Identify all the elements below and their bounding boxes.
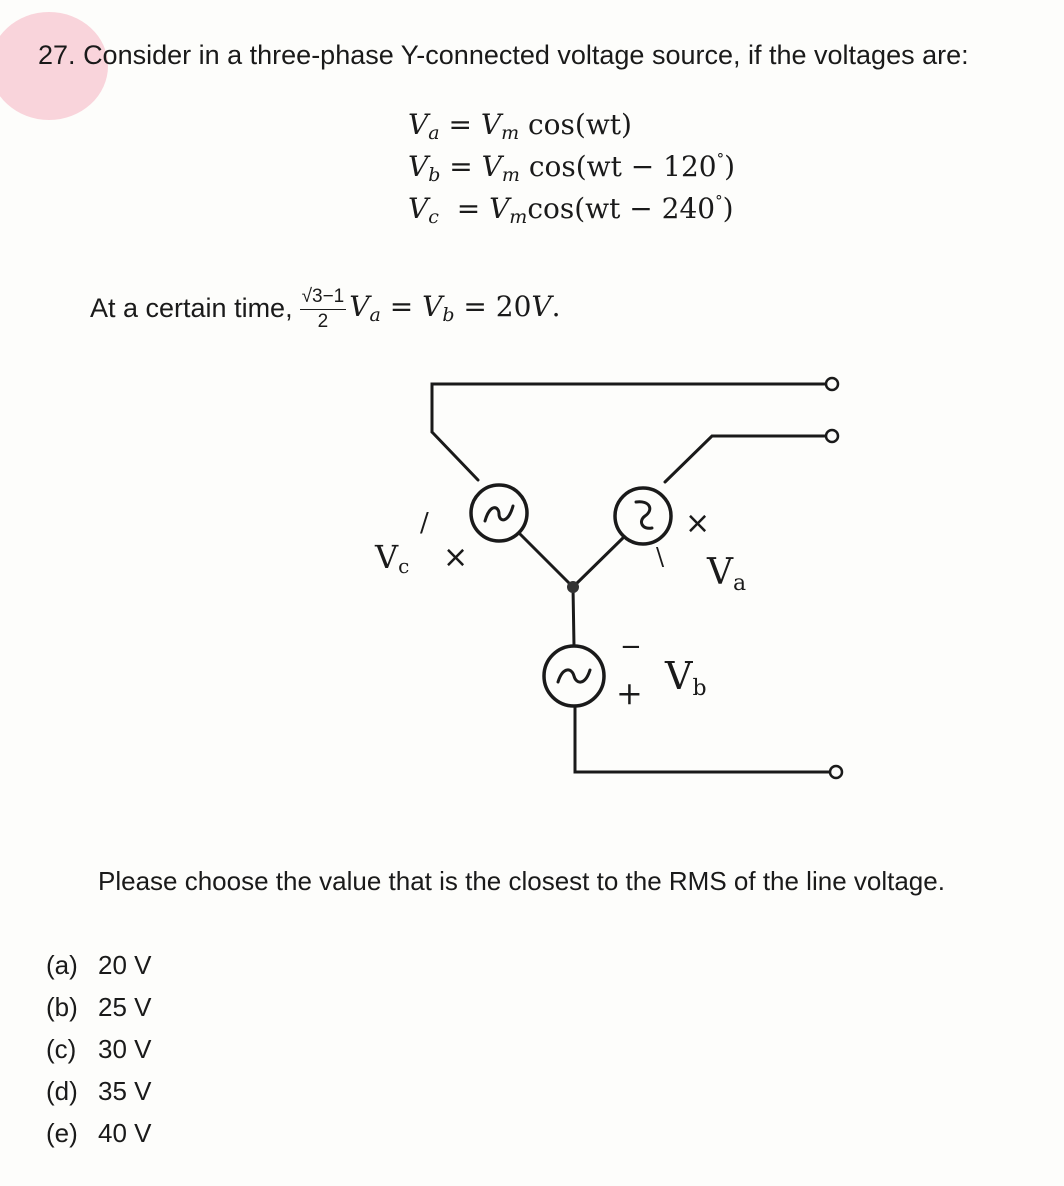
eq-lhs-var: V <box>408 150 429 183</box>
option-c[interactable] <box>46 1028 152 1070</box>
cond-unit: V <box>531 290 552 323</box>
eq-lhs-sub: c <box>428 206 439 228</box>
option-letter: (d) <box>46 1076 78 1106</box>
va-label <box>707 552 746 596</box>
option-letter: (c) <box>46 1034 77 1064</box>
cond-sub-a: a <box>369 304 381 326</box>
option-b[interactable] <box>46 986 152 1028</box>
answer-options <box>46 944 152 1154</box>
option-value: 40 V <box>98 1118 152 1148</box>
question-ask: Please choose the value that is the closest to the RMS of the line voltage. <box>98 866 945 896</box>
vc-label-sub: c <box>398 554 410 578</box>
eq-sign: = <box>438 192 490 225</box>
phase-a-wire <box>665 436 826 482</box>
vc-minus-mark: / <box>420 508 429 538</box>
fraction-denominator: 2 <box>317 311 329 332</box>
eq-rhs-expr: cos(wt − 240 <box>527 192 716 225</box>
cond-period: . <box>551 290 561 323</box>
eq-lhs-var: V <box>408 108 429 141</box>
option-letter: (e) <box>46 1118 78 1148</box>
va-minus-mark: \ <box>656 543 665 571</box>
neutral-to-b <box>573 587 574 646</box>
option-letter: (a) <box>46 950 78 980</box>
vc-label <box>375 538 409 578</box>
neutral-to-a <box>573 535 626 587</box>
cond-var-b: V <box>422 290 443 323</box>
eq-rhs-var: V <box>480 108 502 141</box>
eq-close-paren: ) <box>724 150 736 183</box>
neutral-to-c <box>519 533 573 587</box>
vc-plus-mark: × <box>443 540 469 575</box>
va-plus-mark: × <box>685 506 711 541</box>
terminal-c <box>826 378 838 390</box>
cond-eq1: = <box>380 290 423 323</box>
question-number: 27. <box>38 40 76 70</box>
terminal-b <box>830 766 842 778</box>
degree-symbol: ° <box>715 192 723 210</box>
eq-lhs-var: V <box>408 192 429 225</box>
phase-c-wire <box>432 384 825 432</box>
vb-label-main: V <box>665 654 693 698</box>
eq-rhs-sub: m <box>501 164 520 186</box>
vb-label <box>665 654 707 701</box>
eq-close-paren: ) <box>722 192 734 225</box>
option-letter: (b) <box>46 992 78 1022</box>
vb-minus-mark: − <box>620 632 642 662</box>
question-prompt: Consider in a three-phase Y-connected voltage source, if the voltages are: <box>83 40 969 70</box>
va-label-sub: a <box>733 571 747 596</box>
eq-sign: = <box>440 150 482 183</box>
vb-plus-mark: + <box>616 674 643 712</box>
terminal-a <box>826 430 838 442</box>
cond-sub-b: b <box>442 304 455 326</box>
fraction-numerator: √3−1 <box>300 286 347 310</box>
eq-rhs-expr: cos(wt − 120 <box>519 150 717 183</box>
neutral-node <box>567 581 579 593</box>
option-value: 20 V <box>98 950 152 980</box>
eq-sign: = <box>439 108 481 141</box>
eq-rhs-var: V <box>481 150 502 183</box>
eq-lhs-sub: b <box>428 164 441 186</box>
phase-c-branch <box>432 432 478 480</box>
option-d[interactable] <box>46 1070 152 1112</box>
eq-rhs-sub: m <box>509 206 528 228</box>
option-e[interactable] <box>46 1112 152 1154</box>
option-value: 30 V <box>98 1034 152 1064</box>
vb-label-sub: b <box>692 676 707 701</box>
option-value: 35 V <box>98 1076 152 1106</box>
cond-var-a: V <box>349 290 370 323</box>
phase-b-wire <box>575 705 830 772</box>
eq-rhs-expr: cos(wt) <box>519 108 632 141</box>
option-value: 25 V <box>98 992 152 1022</box>
eq-rhs-var: V <box>489 192 510 225</box>
eq-rhs-sub: m <box>501 122 520 144</box>
va-label-main: V <box>707 552 733 593</box>
vc-label-main: V <box>375 538 399 576</box>
condition-label: At a certain time, <box>90 292 293 323</box>
cond-eq2: = 20 <box>454 290 532 323</box>
option-a[interactable] <box>46 944 152 986</box>
eq-lhs-sub: a <box>428 122 440 144</box>
degree-symbol: ° <box>716 150 725 168</box>
